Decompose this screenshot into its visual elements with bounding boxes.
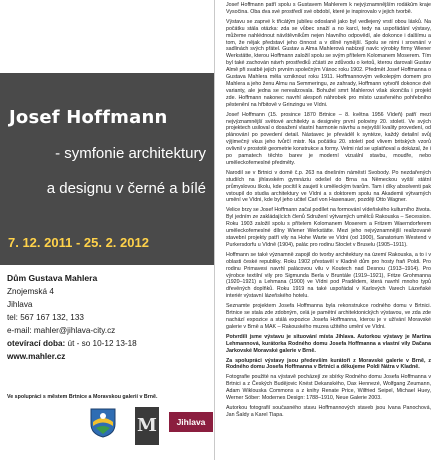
website-link[interactable]: www.mahler.cz bbox=[7, 352, 66, 361]
cooperation-note: Ve spolupráci s městem Brtnice a Moravskou galerií v Brně. bbox=[7, 394, 158, 400]
street-address: Znojemská 4 bbox=[7, 287, 54, 296]
city: Jihlava bbox=[7, 300, 33, 309]
phone: tel: 567 167 132, 133 bbox=[7, 313, 84, 322]
opening-hours-label: otevírací doba: bbox=[7, 339, 66, 348]
paragraph: Výstavu se zaprvé k třicátým jubileu odoslaně jako byl vedlejený vrstí obou lásků. Na počátku stála otázka: zda se vůbec snaží a no karcí, tedy na uspořádání výstavy, můžeme nahlédnout návštěvníkům nejen hlavního odpovědí, ale dokonce i dalšímu a tom, že nějak představí jeho činnost a v dílně nynější. Spolu se nimi i srovnání v sadlinách svých přátel. Gustav a Alma Mahlerová nabízejí navíc výrobky firmy Wiener Werkstätte, kterou Hoffmann založil spolu se svým přítelem Kolomanem Moserem. Tím byl také zachován návrh prostředků zčásti ze zdůvodu o ketoů, kterou darovali Gustav Almě při svatbě jejich prvním společným Vánoc roku 1902. Předmět Josef Hoffmanna o Gustava Mahlera měla vzniknout roku 1911. Hoffmannovým velkolepým domem pro Mahlera a jeho ženu Almu na Semmeringu, ze zahrady, Hoffmann vytvořil dokonce dvě varianty, ale jedna se nerealizovala. Bohužel smrt Mahlerovi však skončila i projekt zde. Hoffmann nakonec navrhl alespoň náhrobek pro místo uzavřeného pohřebního pěstenění na hřbitově v Grinzingu ve Vídni. bbox=[226, 18, 431, 108]
partner-logos bbox=[68, 405, 214, 445]
paragraph: Seznamte projektem Josefa Hoffmanna byla rekonstrukce rodného domu v Brtnici. Brtnice se stala zde zdobným, celá je pamětní architektonických výstavou, ve zda zde nachází expozice a stálá expozice Josefa Hoffmanna, kterou je v užívání Moravské galerie v Brně a MAK – Rakouského muzea užitého umění ve Vídni. bbox=[226, 303, 431, 330]
brtnice-crest-icon bbox=[90, 408, 116, 438]
paragraph: Josef Hoffmann (15. prosince 1870 Brtnice – 8. května 1956 Vídeň) patří mezi nejvýznamnější světové architekty a designéry první poloviny 20. století. Ve svých projektech usiloval o dosažení vlastní harmonie návrhu a nejvyšší kvality provedení, od plánování po povedení detail. Nástavec je převáděl k syntéze, každý detailní svůj výjimečný vkus jeho tvůrčí mistr. Na počátku 20. století pod vlivem britských vzorů ovlivnil v prostotě geometrie konstrukce a formy. Velmi rád se uplatňoval a dokázal, že i po pamatech těchto barev je moderní vizuální stavbu, moudře, nebo uměleckořemeslné předměty. bbox=[226, 111, 431, 166]
right-panel-text bbox=[226, 2, 431, 457]
paragraph: Velice brzy se Josef Hoffmann začal podílet na formování vídeňského kulturního života. Byl jedním ze zakládajících členů Sdružení výtvarných umělců Rakouska – Secession. Roku 1903 založil spolu s přítelem Kolomanem Moserem a Fritzem Waerndorferem uměleckořemeslné dílny Wiener Werkstätte. Mezi jeho nejvýznamnější realizované stavební projekty patří vily na Hohe Warte ve Vídni (od 1900), Sanatorium Westend v Purkersdorfu u Vídně (1904), palác pro rodinu Stoclet v Bruselu (1905–1911). bbox=[226, 207, 431, 248]
paragraph: Hoffmann se také významně zapojil do tvorby architektury na území Rakouska, a to i v oblasti české republiky. Roku 1902 přestavěl v Kladně dům pro hosty fraň Poldi. Pro rodinu Primavesi navrhl palácovou vilu v Koutech nad Desnou (1913–1914). Pro výrobce textilní vily pro Sigmunda Berla v Bruntále (1919–1921), Fritze Grohmanna (1920–1921) a Lehmana (1900) ve Vídni pod Pradědem, která navrhl mnoho typů dřevěných doplňků. Roku 1919 na také uspořádal v Karlových Varech Lázeňské interiér výstavní lázeňského hotelu. bbox=[226, 251, 431, 300]
subtitle-line-1: - symfonie architektury bbox=[55, 145, 206, 162]
paragraph: Narodil se v Brtnici v domě č.p. 263 na dnešním náměstí Svobody. Po nezdařených studiích na jihlavském gymnáziu odešel do Brna na Německou vyšší státní průmyslovou školu, kde pocítil k zaujetí k uměleckým tvarům. Tam i díky absolventi pak vstoupil do studia architektury ve Vídni a s doktorem spolu na Akademii výtvarných umění ve Vídni, kde byl jeho učitel Carl von Hasenauer, později Otto Wagner. bbox=[226, 169, 431, 204]
paragraph: Autorkou fotografií současného stavu Hoffmannových staveb jsou Ivana Panochová, Jan Šaldy a Karel Tlapa. bbox=[226, 404, 431, 418]
page-title: Josef Hoffmann bbox=[9, 107, 168, 128]
email: e-mail: mahler@jihlava-city.cz bbox=[7, 326, 116, 335]
contact-block bbox=[7, 272, 137, 363]
paragraph: Josef Hoffmann patří spolu s Gustavem Mahlerem k nejvýznamnějším rodákům kraje Vysočina. Oba dva své prostředí své období, které je inspirovalo v jejich tvorbě. bbox=[226, 2, 431, 15]
exhibition-dates: 7. 12. 2011 - 25. 2. 2012 bbox=[8, 235, 149, 250]
opening-hours: út - so 10-12 13-18 bbox=[67, 339, 137, 348]
paragraph: Fotografie použité na výstavě pocházejí ze sbírky Rodného domu Josefa Hoffmanna v Brtnici a z Českých Budějovic Knést Dekanského, Dax Hennezé, Wolfgang Zeumann, Adam Wiklouska Commons a z knihy Renate Price, Wilfried Seipel, Michael Huey, Werner Söber: Modernes Design: 1788–1910, Neue Galerie 2003. bbox=[226, 374, 431, 402]
paragraph-bold: Potvrdili jsme výstavu je situování místa Jihlava. Autorkou výstavy je Martina Lehmannová, kurátorka Rodného domu Josefa Hoffmanna a vlastní vily Dačana Jarkovské Moravské galerie v Brně. bbox=[226, 333, 431, 354]
jihlava-logo: Jihlava bbox=[169, 412, 213, 432]
title-band bbox=[0, 73, 214, 265]
paragraph-bold: Za spolupráci výstavy jsou především kurátoři z Moravské galerie v Brně, z Rodného domu Josefa Hoffmanna v Brtnici a děkujeme Poldi Nátra v Kladně. bbox=[226, 357, 431, 371]
fold-divider bbox=[214, 0, 215, 460]
subtitle-line-2: a designu v černé a bílé bbox=[46, 180, 206, 197]
venue-name: Dům Gustava Mahlera bbox=[7, 273, 98, 283]
left-panel bbox=[0, 0, 214, 460]
moravska-galerie-logo: M bbox=[135, 407, 159, 445]
